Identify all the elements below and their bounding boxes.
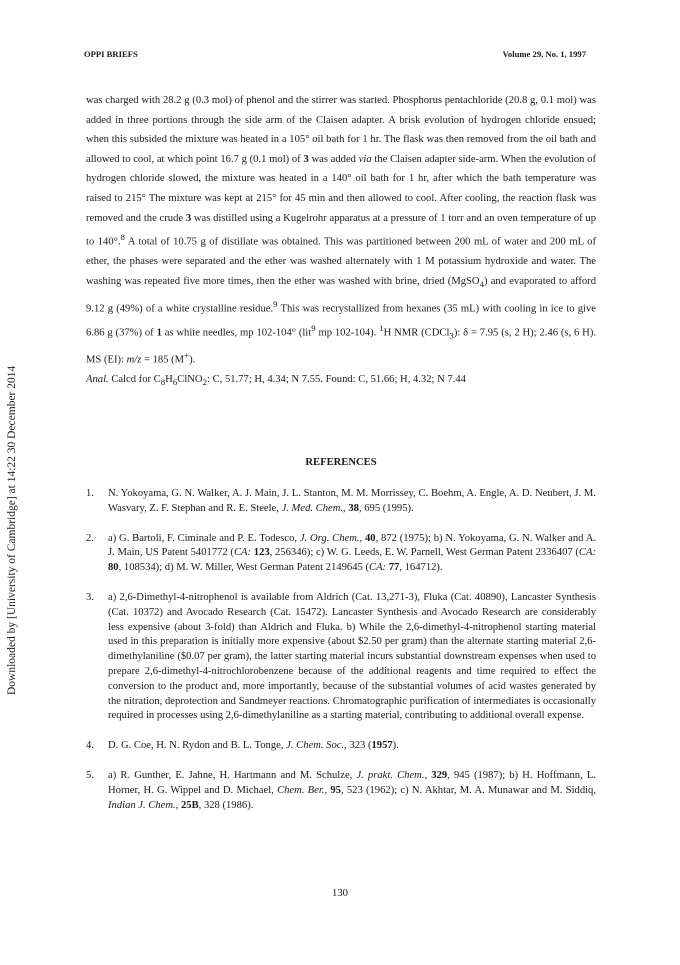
reference-item: 1. N. Yokoyama, G. N. Walker, A. J. Main, J. L. Stanton, M. M. Morrissey, C. Boehm, A. Engle, A. D. Neubert, J. M. Wasvary, Z. F. Stephan and R. E. Steele, J. Med. Chem., 38, 695 (1995). xyxy=(86,488,596,514)
download-watermark xyxy=(6,295,22,695)
journal-section: OPPI BRIEFS xyxy=(84,49,138,59)
running-header xyxy=(84,49,586,59)
download-notice: Downloaded by [University of Cambridge] at 14:22 30 December 2014 xyxy=(6,365,18,695)
reference-item: 4. D. G. Coe, H. N. Rydon and B. L. Tonge, J. Chem. Soc., 323 (1957). xyxy=(86,740,399,752)
reference-item: 3. a) 2,6-Dimethyl-4-nitrophenol is available from Aldrich (Cat. 13,271-3), Fluka (Cat. 40890), Lancaster Synthesis (Cat. 10372) and Avocado Research (Cat. 15472). Lancaster Synthesis and Avocado Research are considerably less expensive (about 3-fold) than Aldrich and Fluka. b) While the 2,6-dimethyl-4-nitrophenol starting material used in this preparation is initially more expensive (about $2.50 per gram) than the alternate starting material 2,6-dimethylaniline ($0.07 per gram), the latter starting material incurs substantial downstream expenses when used to prepare 2,6-dimethyl-4-nitrochlorobenzene because of the additional reagents and time required to effect the conversion to the product and, more importantly, because of the substantial volumes of acid wastes generated by the nitration, deprotection and Sandmeyer reactions. Chromatographic purification of intermediates is occasionally required in processes using 2,6-dimethylaniline as a starting material, contributing to additional overall expense. xyxy=(86,591,596,722)
page-number: 130 xyxy=(332,888,348,899)
reference-item: 2. a) G. Bartoli, F. Ciminale and P. E. Todesco, J. Org. Chem., 40, 872 (1975); b) N. Yokoyama, G. N. Walker and A. J. Main, US Patent 5401772 (CA: 123, 256346); c) W. G. Leeds, E. W. Parnell, West German Patent 2336407 (CA: 80, 108534); d) M. W. Miller, West German Patent 2149645 (CA: 77, 164712). xyxy=(86,532,597,574)
volume-info: Volume 29, No. 1, 1997 xyxy=(502,49,586,59)
reference-item: 5. a) R. Gunther, E. Jahne, H. Hartmann and M. Schulze, J. prakt. Chem., 329, 945 (1987); b) H. Hoffmann, L. Horner, H. G. Wippel and D. Michael, Chem. Ber., 95, 523 (1962); c) N. Akhtar, M. A. Munawar and M. Siddiq, Indian J. Chem., 25B, 328 (1986). xyxy=(86,769,597,811)
references-heading: REFERENCES xyxy=(305,457,377,468)
references-list xyxy=(86,487,596,828)
experimental-text xyxy=(86,91,596,393)
procedure-paragraph: was charged with 28.2 g (0.3 mol) of phenol and the stirrer was started. Phosphorus pentachloride (20.8 g, 0.1 mol) was added in three portions through the side arm of the Claisen adapter. A brisk evolution of hydrogen chloride ensued; when this subsided the mixture was heated in a 105° oil bath for 1 hr. The flask was then removed from the oil bath and allowed to cool, at which point 16.7 g (0.1 mol) of 3 was added via the Claisen adapter side-arm. When the evolution of hydrogen chloride slowed, the mixture was heated in a 140° oil bath for 1 hr, after which the bath temperature was raised to 215° The mixture was kept at 215° for 45 min and then allowed to cool. After cooling, the reaction flask was removed and the crude 3 was distilled using a Kugelrohr apparatus at a pressure of 1 torr and an oven temperature of up to 140°.$^8$ A total of 10.75 g of distillate was obtained. This was partitioned between 200 mL of water and 200 mL of ether, the phases were separated and the ether was washed alternately with 1 M potassium hydroxide and water. The washing was repeated five more times, then the ether was washed with brine, dried (MgSO$_4$) and evaporated to afford 9.12 g (49%) of a white crystalline residue.$^9$ This was recrystallized from hexanes (35 mL) with cooling in ice to give 6.86 g (37%) of 1 as white needles, mp 102-104° (lit$^9$ mp 102-104). $^1$H NMR (CDCl$_3$): δ = 7.95 (s, 2 H); 2.46 (s, 6 H). MS (EI): m/z = 185 (M+). xyxy=(86,95,597,366)
analysis-line: Anal. Calcd for $C_8H_6ClNO_2$: C, 51.77; H, 4.34; N 7.55. Found: C, 51.66; H, 4.32; N 7.44 xyxy=(86,374,466,388)
